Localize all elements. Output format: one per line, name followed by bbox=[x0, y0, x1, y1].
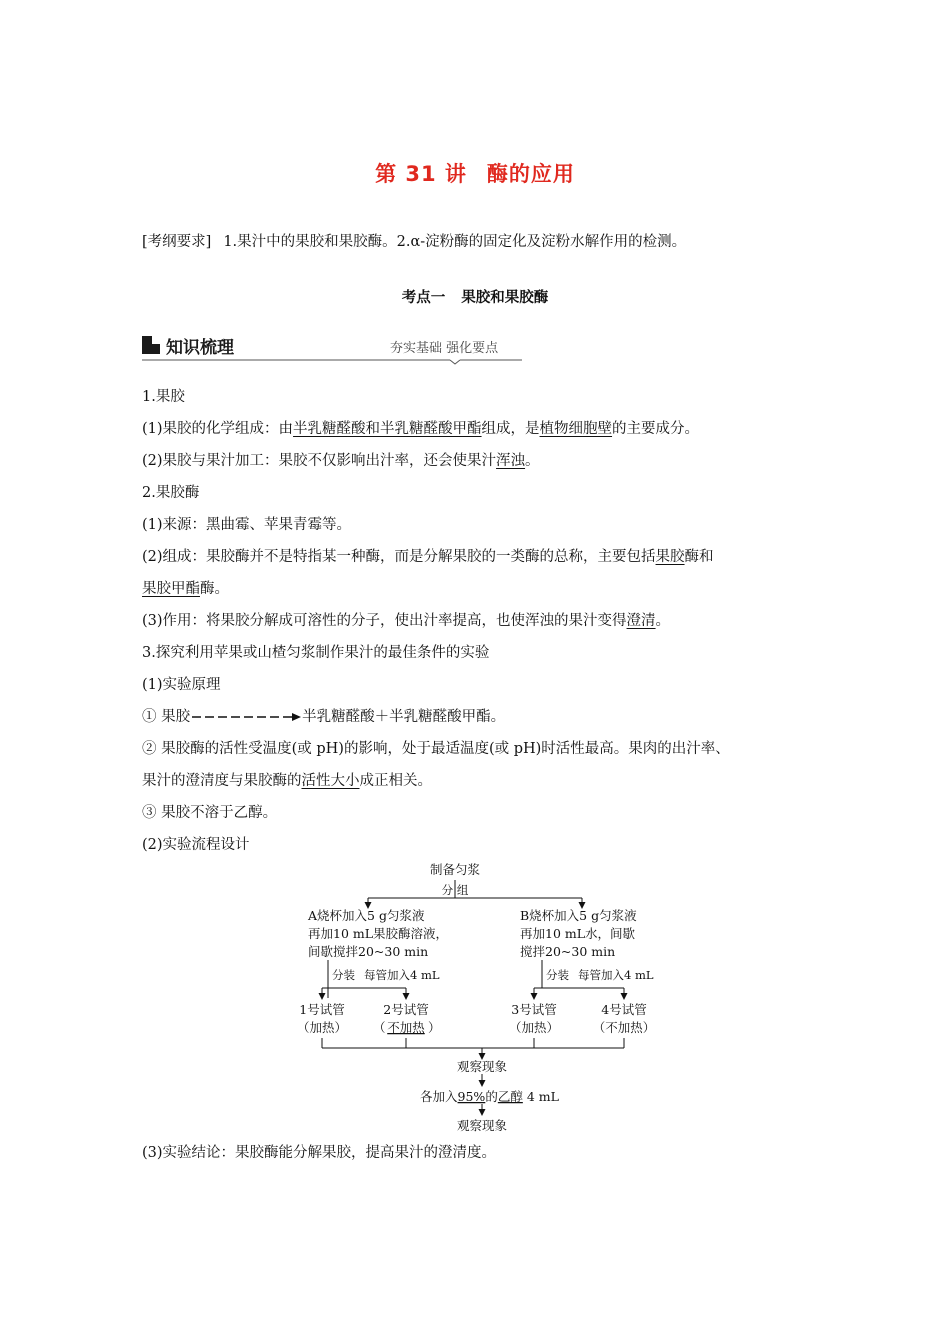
banner-underline bbox=[142, 357, 522, 365]
flow-tube2-close: ） bbox=[428, 1020, 441, 1035]
flow-tube2-cond: 不加热 bbox=[387, 1020, 425, 1035]
flow-tube3: 3号试管 bbox=[511, 1002, 557, 1017]
answer-blank: 活性大小 bbox=[301, 773, 360, 789]
flow-a3: 间歇搅拌20~30 min bbox=[308, 944, 429, 959]
heading-pectinase: 2.果胶酶 bbox=[142, 485, 200, 501]
lesson-name: 酶的应用 bbox=[486, 162, 575, 186]
knowledge-banner bbox=[142, 333, 522, 365]
flow-add-e: 4 mL bbox=[522, 1089, 559, 1104]
pectinase-function bbox=[142, 611, 670, 631]
section-heading bbox=[0, 286, 950, 307]
heading-pectin: 1.果胶 bbox=[142, 389, 185, 405]
banner-subtitle: 夯实基础 强化要点 bbox=[390, 341, 499, 356]
experiment-flowchart bbox=[280, 858, 680, 1138]
flow-dispense-a-amount: 每管加入4 mL bbox=[364, 968, 440, 982]
flow-split: 分 组 bbox=[441, 883, 469, 897]
flow-a2: 再加10 mL果胶酶溶液， bbox=[308, 926, 449, 941]
principle-2: ② 果胶酶的活性受温度(或 pH)的影响，处于最适温度(或 pH)时活性最高。果肉的出汁率、 bbox=[142, 741, 730, 757]
text: 。 bbox=[655, 613, 671, 629]
flow-a1: A烧杯加入5 g匀浆液 bbox=[308, 908, 425, 923]
flow-dispense-b-label: 分装 bbox=[546, 968, 569, 982]
principle-1 bbox=[142, 707, 505, 727]
section-number: 考点一 bbox=[401, 290, 446, 306]
flow-tube1-cond: （加热） bbox=[296, 1020, 348, 1035]
flow-add-b: 95% bbox=[457, 1089, 486, 1104]
text: (2)组成：果胶酶并不是特指某一种酶，而是分解果胶的一类酶的总称，主要包括 bbox=[142, 549, 656, 565]
principle-2-cont bbox=[142, 771, 432, 791]
lesson-number: 第 31 讲 bbox=[375, 162, 467, 186]
flow-tube1: 1号试管 bbox=[299, 1002, 345, 1017]
principle-heading: (1)实验原理 bbox=[142, 677, 221, 693]
text: 。 bbox=[525, 453, 540, 469]
pectin-composition bbox=[142, 419, 699, 439]
text: (1)果胶的化学组成：由 bbox=[142, 421, 294, 437]
flow-b3: 搅拌20~30 min bbox=[520, 944, 616, 959]
flow-add-c: 的 bbox=[485, 1089, 498, 1104]
text: 成正相关。 bbox=[359, 773, 432, 789]
dashed-arrow-icon bbox=[190, 711, 302, 723]
answer-blank: 澄清 bbox=[626, 613, 656, 629]
flow-b1: B烧杯加入5 g匀浆液 bbox=[520, 908, 637, 923]
text: 的主要成分。 bbox=[612, 421, 700, 437]
flow-add-a: 各加入 bbox=[420, 1089, 458, 1104]
heading-experiment: 3.探究利用苹果或山楂匀浆制作果汁的最佳条件的实验 bbox=[142, 645, 490, 661]
flow-tube2-open: （ bbox=[373, 1020, 386, 1035]
flow-b2: 再加10 mL水，间歇 bbox=[520, 926, 636, 941]
flow-add-ethanol bbox=[420, 1089, 559, 1104]
answer-blank: 浑浊 bbox=[496, 453, 526, 469]
flow-tube4-cond: （不加热） bbox=[592, 1020, 656, 1035]
answer-blank: 植物细胞壁 bbox=[539, 421, 613, 437]
flow-observe-2: 观察现象 bbox=[456, 1118, 508, 1133]
text: (2)果胶与果汁加工：果胶不仅影响出汁率，还会使果汁 bbox=[142, 453, 497, 469]
text: ① 果胶 bbox=[142, 709, 191, 725]
pectin-juice-processing bbox=[142, 451, 540, 471]
text: 半乳糖醛酸＋半乳糖醛酸甲酯。 bbox=[302, 709, 506, 725]
pectinase-composition bbox=[142, 547, 714, 567]
principle-3: ③ 果胶不溶于乙醇。 bbox=[142, 805, 278, 821]
text: 酶和 bbox=[684, 549, 714, 565]
page-title bbox=[0, 158, 950, 188]
exam-requirements bbox=[142, 230, 686, 251]
flow-tube3-cond: （加热） bbox=[508, 1020, 560, 1035]
section-name: 果胶和果胶酶 bbox=[461, 290, 549, 306]
flow-tube2: 2号试管 bbox=[383, 1002, 429, 1017]
text: 果汁的澄清度与果胶酶的 bbox=[142, 773, 302, 789]
flow-tube4: 4号试管 bbox=[601, 1002, 647, 1017]
answer-blank: 果胶 bbox=[655, 549, 685, 565]
experiment-conclusion: (3)实验结论：果胶酶能分解果胶，提高果汁的澄清度。 bbox=[142, 1145, 497, 1161]
banner-title: 知识梳理 bbox=[166, 338, 234, 358]
pectinase-source: (1)来源：黑曲霉、苹果青霉等。 bbox=[142, 517, 352, 533]
answer-blank: 半乳糖醛酸和半乳糖醛酸甲酯 bbox=[293, 421, 482, 437]
flow-dispense-b-amount: 每管加入4 mL bbox=[578, 968, 654, 982]
banner-square-notch bbox=[152, 336, 160, 344]
requirements-text: 1.果汁中的果胶和果胶酶。2.α-淀粉酶的固定化及淀粉水解作用的检测。 bbox=[223, 234, 687, 250]
flow-dispense-a-label: 分装 bbox=[332, 968, 355, 982]
answer-blank: 果胶甲酯 bbox=[142, 581, 200, 597]
flow-add-d: 乙醇 bbox=[497, 1089, 523, 1104]
text: 酶。 bbox=[200, 581, 229, 597]
flow-heading: (2)实验流程设计 bbox=[142, 837, 250, 853]
text: (3)作用：将果胶分解成可溶性的分子，使出汁率提高，也使浑浊的果汁变得 bbox=[142, 613, 627, 629]
pectinase-composition-cont bbox=[142, 579, 229, 599]
text: 组成，是 bbox=[481, 421, 540, 437]
requirements-label: [考纲要求] bbox=[142, 234, 212, 250]
flow-observe-1: 观察现象 bbox=[456, 1059, 508, 1074]
flow-top: 制备匀浆 bbox=[429, 862, 481, 877]
